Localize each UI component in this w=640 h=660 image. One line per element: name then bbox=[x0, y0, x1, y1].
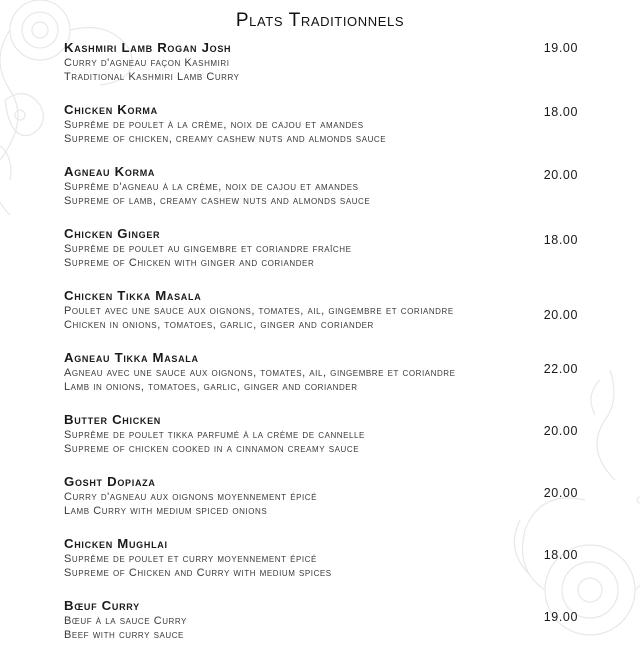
dish-description-fr: Agneau avec une sauce aux oignons, tomates, ail, gingembre et coriandre bbox=[64, 367, 456, 379]
page-title: Plats Traditionnels bbox=[235, 10, 405, 31]
dish-name: Chicken Ginger bbox=[64, 226, 161, 241]
dish-description-fr: Suprême de poulet tikka parfumé à la crème de cannelle bbox=[64, 429, 365, 441]
dish-description-en: Supreme of lamb, creamy cashew nuts and almonds sauce bbox=[64, 195, 371, 207]
dish-description-en: Supreme of Chicken with ginger and coriander bbox=[64, 257, 315, 269]
dish-name: Agneau Korma bbox=[64, 164, 156, 179]
menu-item bbox=[64, 164, 584, 208]
dish-price: 20.00 bbox=[543, 424, 578, 438]
dish-price: 22.00 bbox=[543, 362, 578, 376]
dish-price: 20.00 bbox=[543, 308, 578, 322]
dish-description-en: Chicken in onions, tomatoes, garlic, ginger and coriander bbox=[64, 319, 374, 331]
dish-price: 20.00 bbox=[543, 168, 578, 182]
menu-item bbox=[64, 598, 584, 642]
dish-description-en: Supreme of chicken, creamy cashew nuts and almonds sauce bbox=[64, 133, 387, 145]
dish-name: Bœuf Curry bbox=[64, 598, 140, 613]
dish-price: 18.00 bbox=[543, 233, 578, 247]
menu-list bbox=[64, 40, 584, 660]
dish-name: Butter Chicken bbox=[64, 412, 162, 427]
menu-item bbox=[64, 350, 584, 394]
menu-item bbox=[64, 474, 584, 518]
dish-price: 18.00 bbox=[543, 548, 578, 562]
dish-name: Chicken Tikka Masala bbox=[64, 288, 202, 303]
dish-description-en: Traditional Kashmiri Lamb Curry bbox=[64, 71, 240, 83]
menu-item bbox=[64, 226, 584, 270]
menu-item bbox=[64, 536, 584, 580]
dish-description-fr: Curry d'agneau façon Kashmiri bbox=[64, 57, 230, 69]
dish-description-en: Lamb Curry with medium spiced onions bbox=[64, 505, 268, 517]
dish-description-fr: Curry d'agneau aux oignons moyennement épicé bbox=[64, 491, 317, 503]
dish-name: Gosht Dopiaza bbox=[64, 474, 156, 489]
dish-name: Kashmiri Lamb Rogan Josh bbox=[64, 40, 232, 55]
menu-item bbox=[64, 102, 584, 146]
dish-name: Agneau Tikka Masala bbox=[64, 350, 199, 365]
dish-price: 20.00 bbox=[543, 486, 578, 500]
dish-description-en: Beef with curry sauce bbox=[64, 629, 184, 641]
menu-item bbox=[64, 288, 584, 332]
dish-description-en: Supreme of Chicken and Curry with medium spices bbox=[64, 567, 332, 579]
dish-name: Chicken Korma bbox=[64, 102, 158, 117]
dish-description-fr: Suprême de poulet à la crème, noix de cajou et amandes bbox=[64, 119, 364, 131]
dish-price: 18.00 bbox=[543, 105, 578, 119]
dish-price: 19.00 bbox=[543, 610, 578, 624]
dish-description-fr: Suprême de poulet au gingembre et coriandre fraîche bbox=[64, 243, 352, 255]
dish-description-fr: Suprême de poulet et curry moyennement épicé bbox=[64, 553, 317, 565]
dish-description-fr: Suprême d'agneau à la crème, noix de cajou et amandes bbox=[64, 181, 359, 193]
menu-item bbox=[64, 412, 584, 456]
dish-description-en: Supreme of chicken cooked in a cinnamon creamy sauce bbox=[64, 443, 360, 455]
dish-description-en: Lamb in onions, tomatoes, garlic, ginger and coriander bbox=[64, 381, 358, 393]
dish-price: 19.00 bbox=[543, 41, 578, 55]
dish-description-fr: Bœuf à la sauce Curry bbox=[64, 615, 187, 627]
dish-name: Chicken Mughlai bbox=[64, 536, 168, 551]
dish-description-fr: Poulet avec une sauce aux oignons, tomates, ail, gingembre et coriandre bbox=[64, 305, 454, 317]
menu-item bbox=[64, 40, 584, 84]
